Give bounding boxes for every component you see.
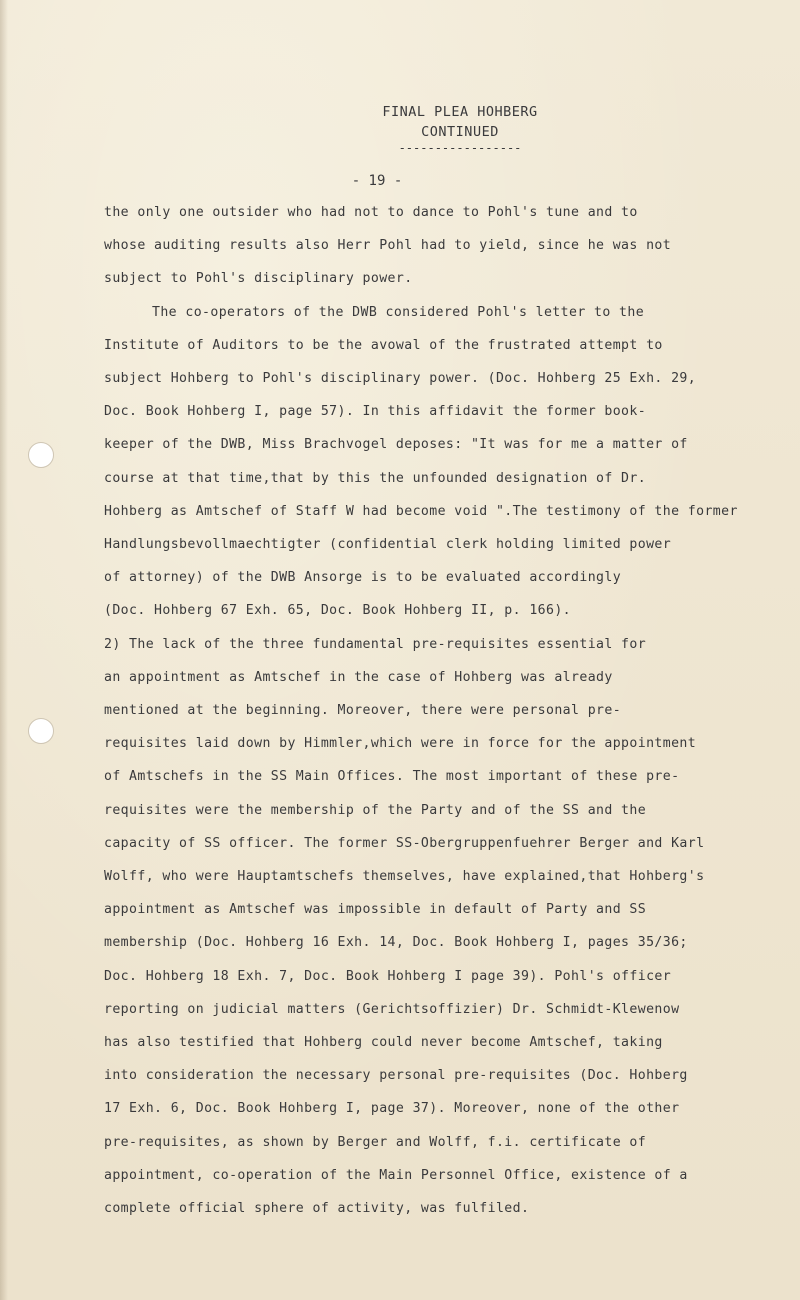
text-line: complete official sphere of activity, was fulfiled.: [104, 1201, 530, 1216]
text-line: appointment as Amtschef was impossible in default of Party and SS: [104, 902, 647, 918]
text-line: an appointment as Amtschef in the case of Hohberg was already: [104, 669, 613, 685]
text-line: of attorney) of the DWB Ansorge is to be evaluated accordingly: [104, 570, 622, 586]
text-line: mentioned at the beginning. Moreover, there were personal pre-: [104, 703, 622, 718]
text-line: whose auditing results also Herr Pohl had to yield, since he was not: [104, 238, 672, 254]
punch-hole: [28, 718, 54, 744]
text-line: subject Hohberg to Pohl's disciplinary power. (Doc. Hohberg 25 Exh. 29,: [104, 371, 697, 386]
text-line: membership (Doc. Hohberg 16 Exh. 14, Doc. Book Hohberg I, pages 35/36;: [104, 935, 688, 951]
text-line: (Doc. Hohberg 67 Exh. 65, Doc. Book Hohberg II, p. 166).: [104, 603, 572, 619]
text-line: of Amtschefs in the SS Main Offices. The most important of these pre-: [104, 769, 680, 785]
header-title: FINAL PLEA HOHBERG: [382, 104, 538, 120]
text-line: Hohberg as Amtschef of Staff W had become void ".The testimony of the former: [104, 503, 738, 519]
text-line: Doc. Hohberg 18 Exh. 7, Doc. Book Hohberg I page 39). Pohl's officer: [104, 968, 672, 984]
text-line: Institute of Auditors to be the avowal of the frustrated attempt to: [104, 337, 663, 353]
text-line: requisites laid down by Himmler,which were in force for the appointment: [104, 736, 697, 752]
header-rule: -----------------: [398, 141, 522, 155]
text-line: subject to Pohl's disciplinary power.: [104, 271, 413, 287]
text-line: Doc. Book Hohberg I, page 57). In this affidavit the former book-: [104, 404, 647, 420]
page-edge-shadow: [0, 0, 8, 1300]
text-line: 17 Exh. 6, Doc. Book Hohberg I, page 37). Moreover, none of the other: [104, 1101, 680, 1117]
text-line: Handlungsbevollmaechtigter (confidential clerk holding limited power: [104, 537, 672, 552]
page-number: - 19 -: [351, 173, 403, 189]
text-line: requisites were the membership of the Party and of the SS and the: [104, 802, 647, 818]
document-header: [360, 102, 560, 154]
text-line: the only one outsider who had not to dance to Pohl's tune and to: [104, 205, 638, 220]
text-line: pre-requisites, as shown by Berger and Wolff, f.i. certificate of: [104, 1134, 647, 1150]
text-line: capacity of SS officer. The former SS-Obergruppenfuehrer Berger and Karl: [104, 835, 705, 851]
text-line: has also testified that Hohberg could never become Amtschef, taking: [104, 1035, 663, 1050]
text-line: The co-operators of the DWB considered Pohl's letter to the: [152, 304, 645, 320]
header-subtitle: CONTINUED: [421, 124, 499, 140]
text-line: into consideration the necessary personal pre-requisites (Doc. Hohberg: [104, 1068, 688, 1084]
text-line: Wolff, who were Hauptamtschefs themselves, have explained,that Hohberg's: [104, 869, 705, 884]
text-line: appointment, co-operation of the Main Personnel Office, existence of a: [104, 1167, 688, 1183]
text-line: keeper of the DWB, Miss Brachvogel deposes: "It was for me a matter of: [104, 437, 688, 453]
punch-hole: [28, 442, 54, 468]
text-line: course at that time,that by this the unfounded designation of Dr.: [104, 470, 647, 486]
text-line: 2) The lack of the three fundamental pre-requisites essential for: [104, 636, 647, 652]
text-line: reporting on judicial matters (Gerichtsoffizier) Dr. Schmidt-Klewenow: [104, 1001, 680, 1017]
